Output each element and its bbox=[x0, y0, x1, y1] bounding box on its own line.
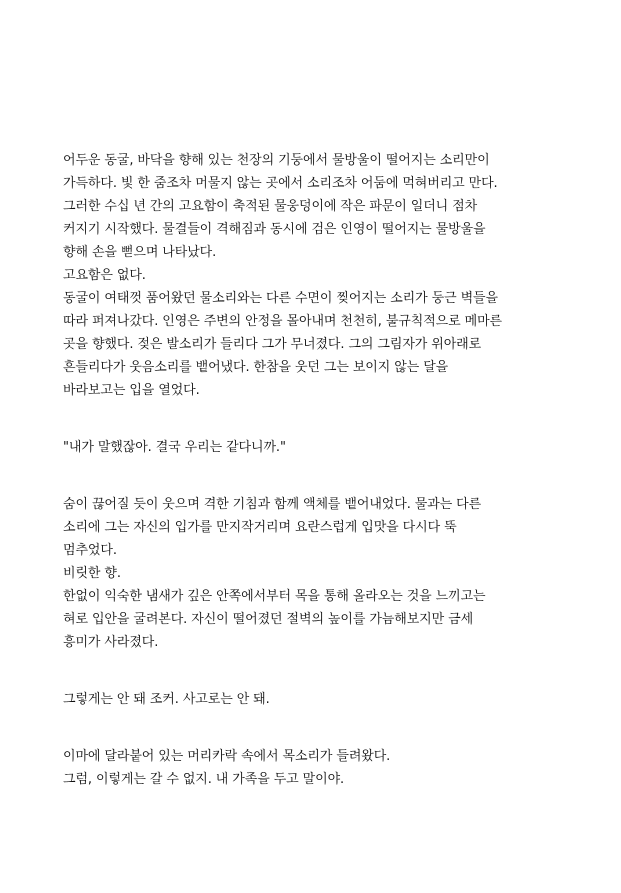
text-line: 비릿한 향. bbox=[63, 566, 121, 581]
text-line: 한없이 익숙한 냄새가 깊은 안쪽에서부터 목을 통해 올라오는 것을 느끼고는 bbox=[63, 589, 486, 604]
text-line: 흥미가 사라졌다. bbox=[63, 635, 159, 650]
text-line: 흔들리다가 웃음소리를 뱉어냈다. 한참을 웃던 그는 보이지 않는 달을 bbox=[63, 360, 449, 375]
text-line: 가득하다. 빛 한 줌조차 머물지 않는 곳에서 소리조차 어둠에 먹혀버리고 만다. bbox=[63, 176, 498, 191]
text-line: 따라 퍼져나갔다. 인영은 주변의 안정을 몰아내며 천천히, 불규칙적으로 메마른 bbox=[63, 314, 502, 329]
text-line: 숨이 끊어질 듯이 웃으며 격한 기침과 함께 액체를 뱉어내었다. 물과는 다른 bbox=[63, 497, 482, 512]
text-line: 멈추었다. bbox=[63, 543, 117, 558]
text-line: 고요함은 없다. bbox=[63, 268, 146, 283]
text-line: 커지기 시작했다. 물결들이 격해짐과 동시에 검은 인영이 떨어지는 물방울을 bbox=[63, 222, 486, 237]
text-line: 이마에 달라붙어 있는 머리카락 속에서 목소리가 들려왔다. bbox=[63, 749, 391, 764]
text-line: 향해 손을 뻗으며 나타났다. bbox=[63, 245, 217, 260]
text-line: 그렇게는 안 돼 조커. 사고로는 안 돼. bbox=[63, 692, 270, 707]
text-line: 혀로 입안을 굴려본다. 자신이 떨어졌던 절벽의 높이를 가늠해보지만 금세 bbox=[63, 612, 474, 627]
text-line: 바라보고는 입을 열었다. bbox=[63, 383, 200, 398]
text-line: 그럼, 이렇게는 갈 수 없지. 내 가족을 두고 말이야. bbox=[63, 772, 345, 787]
text-line: 동굴이 여태껏 품어왔던 물소리와는 다른 수면이 찢어지는 소리가 둥근 벽들을 bbox=[63, 291, 498, 306]
dialogue-line: "내가 말했잖아. 결국 우리는 같다니까." bbox=[63, 440, 286, 455]
text-line: 소리에 그는 자신의 입가를 만지작거리며 요란스럽게 입맛을 다시다 뚝 bbox=[63, 520, 457, 535]
text-line: 그러한 수십 년 간의 고요함이 축적된 물웅덩이에 작은 파문이 일더니 점차 bbox=[63, 199, 478, 214]
text-line: 곳을 향했다. 젖은 발소리가 들리다 그가 무너졌다. 그의 그림자가 위아래로 bbox=[63, 337, 482, 352]
text-line: 어두운 동굴, 바닥을 향해 있는 천장의 기둥에서 물방울이 떨어지는 소리만이 bbox=[63, 153, 490, 168]
